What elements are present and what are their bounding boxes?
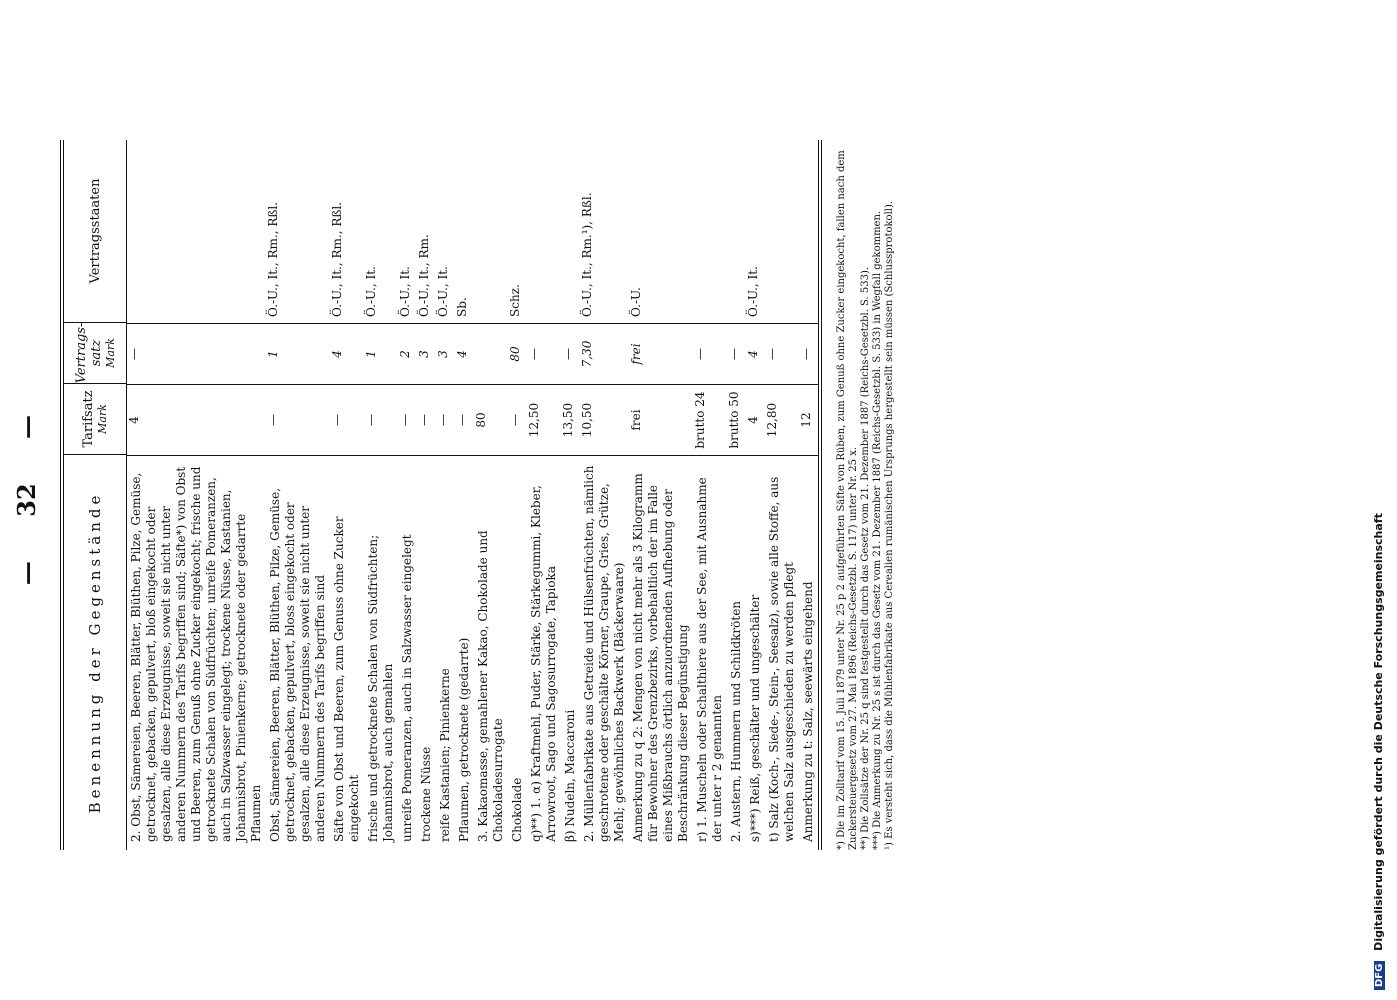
- dfg-logo: DFG: [1374, 961, 1385, 990]
- row-states: Ö.-U., It., Rm.: [417, 234, 431, 317]
- table-row: [398, 140, 417, 850]
- row-states: Ö.-U., It., Rm.¹), Rßl.: [580, 192, 594, 317]
- row-goods: 2. Austern, Hummern und Schildkröten: [727, 455, 746, 850]
- row-contract: 3: [436, 323, 455, 384]
- row-states: [561, 140, 580, 323]
- row-contract: 4: [330, 323, 364, 384]
- table-row: [127, 140, 266, 850]
- row-tariff: brutto 24: [693, 384, 727, 455]
- row-states: Sb.: [455, 297, 469, 317]
- row-goods: 3. Kakaomasse, gemahlener Kakao, Chokolade und Chokoladesurrogate: [474, 455, 508, 850]
- row-tariff: 4: [746, 384, 765, 455]
- row-tariff: —: [398, 384, 417, 455]
- header-states: Vertragsstaaten: [87, 178, 103, 284]
- row-tariff: frei: [629, 384, 693, 455]
- row-tariff: —: [436, 384, 455, 455]
- table-row: [693, 140, 727, 850]
- row-contract: —: [765, 323, 799, 384]
- row-states: [474, 140, 508, 323]
- row-goods: frische und getrocknete Schalen von Südfrüchten; Johannisbrot, auch gemahlen: [364, 455, 398, 850]
- row-tariff: 80: [474, 384, 508, 455]
- table-row: [561, 140, 580, 850]
- footnote: *) Die im Zolltarif vom 15. Juli 1879 unter Nr. 25 p 2 aufgeführten Säfte von Rüben, zum Genuß ohne Zucker eingekocht, fallen nach dem Zuckersteuergesetz vom 27. Mai 1896 (Reichs-Gesetzbl. S. 117) unter Nr. 25 x.: [836, 150, 859, 850]
- row-goods: 2. Obst, Sämereien, Beeren, Blätter, Blüthen, Pilze, Gemüse, getrocknet, gebacken, gepulvert, bloß eingekocht oder gesalzen, alle diese Erzeugnisse, soweit sie nicht unter anderen Nummern des Tarifs begriffen sind; Säfte*) von Obst und Beeren, zum Genuß ohne Zucker eingekocht; frische und getrocknete Schalen von Südfrüchten; unreife Pomeranzen, auch in Salzwasser eingelegt; trockene Nüsse, Kastanien, Johannisbrot, Pinienkerne; getrocknete oder gedarrte Pflaumen: [127, 455, 266, 850]
- table-row: [765, 140, 799, 850]
- row-contract: —: [561, 323, 580, 384]
- row-tariff: 12,80: [765, 384, 799, 455]
- footnote: **) Die Zollsätze der Nr. 25 q sind festgestellt durch das Gesetz vom 21. Dezember 1887 (Reichs-Gesetzbl. S. 533).: [860, 266, 871, 850]
- row-states: Ö.-U., It.: [398, 266, 412, 317]
- row-tariff: brutto 50: [727, 384, 746, 455]
- row-contract: 4: [455, 323, 474, 384]
- row-goods: trockene Nüsse: [417, 455, 436, 850]
- row-contract: frei: [629, 323, 693, 384]
- row-goods: Anmerkung zu q 2: Mengen von nicht mehr als 3 Kilogramm für Bewohner des Grenzbezirks, vorbehaltlich der im Falle eines Mißbrauchs örtlich anzuordnenden Aufhebung oder Beschränkung dieser Begünstigung: [629, 455, 693, 850]
- row-states: [765, 140, 799, 323]
- row-states: [799, 140, 818, 323]
- footnote: ***) Die Anmerkung zu Nr. 25 s ist durch das Gesetz vom 21. Dezember 1887 (Reichs-Gesetzbl. S. 533) in Wegfall gekommen.: [872, 210, 883, 850]
- row-states: Ö.-U., It.: [436, 266, 450, 317]
- table-row: [799, 140, 818, 850]
- row-states: Ö.-U., It., Rm., Rßl.: [266, 201, 280, 317]
- row-goods: Obst, Sämereien, Beeren, Blätter, Blüthen, Pilze, Gemüse, getrocknet, gebacken, gepulvert, bloss eingekocht oder gesalzen, alle diese Erzeugnisse, soweit sie nicht unter anderen Nummern des Tarifs begriffen sind: [266, 455, 330, 850]
- row-states: [127, 140, 266, 323]
- table-row: [629, 140, 693, 850]
- footnotes: [836, 140, 896, 850]
- row-tariff: 13,50: [561, 384, 580, 455]
- row-tariff: —: [364, 384, 398, 455]
- row-contract: 2: [398, 323, 417, 384]
- row-goods: q)**) 1. α) Kraftmehl, Puder, Stärke, Stärkegummi, Kleber, Arrowroot, Sago und Sagosurrogate, Tapioka: [527, 455, 561, 850]
- header-tariff: Tarifsatz Mark: [64, 383, 126, 454]
- row-goods: Chokolade: [508, 455, 527, 850]
- row-goods: s)***) Reiß, geschälter und ungeschälter: [746, 455, 765, 850]
- row-contract: 80: [508, 323, 527, 384]
- row-states: Ö.-U., It.: [364, 266, 378, 317]
- row-goods: unreife Pomeranzen, auch in Salzwasser eingelegt: [398, 455, 417, 850]
- row-contract: —: [527, 323, 561, 384]
- table-row: [455, 140, 474, 850]
- table-row: [436, 140, 455, 850]
- row-contract: 4: [746, 323, 765, 384]
- table-row: [364, 140, 398, 850]
- table-row: [508, 140, 527, 850]
- table-row: [330, 140, 364, 850]
- row-states: Schz.: [508, 284, 522, 317]
- row-states: [727, 140, 746, 323]
- row-contract: —: [727, 323, 746, 384]
- row-tariff: 4: [127, 384, 266, 455]
- row-goods: r) 1. Muscheln oder Schalthiere aus der See, mit Ausnahme der unter r 2 genannten: [693, 455, 727, 850]
- table-row: [417, 140, 436, 850]
- row-goods: Säfte von Obst und Beeren, zum Genuss ohne Zucker eingekocht: [330, 455, 364, 850]
- row-tariff: —: [266, 384, 330, 455]
- table-row: [580, 140, 629, 850]
- table-row: [474, 140, 508, 850]
- table-row: [746, 140, 765, 850]
- row-tariff: —: [455, 384, 474, 455]
- row-states: Ö.-U., It., Rm., Rßl.: [330, 201, 344, 317]
- row-contract: —: [693, 323, 727, 384]
- table-body: [127, 140, 818, 850]
- row-goods: reife Kastanien; Pinienkerne: [436, 455, 455, 850]
- row-contract: 3: [417, 323, 436, 384]
- row-goods: Pflaumen, getrocknete (gedarrte): [455, 455, 474, 850]
- page-number: — 32 —: [12, 414, 41, 586]
- row-contract: [474, 323, 508, 384]
- row-tariff: —: [508, 384, 527, 455]
- row-tariff: 12,50: [527, 384, 561, 455]
- row-contract: 1: [266, 323, 330, 384]
- row-states: Ö.-U., It.: [746, 266, 760, 317]
- row-contract: —: [799, 323, 818, 384]
- row-states: [693, 140, 727, 323]
- row-tariff: 10,50: [580, 384, 629, 455]
- row-goods: t) Salz (Koch-, Siede-, Stein-, Seesalz), sowie alle Stoffe, aus welchen Salz ausgeschieden zu werden pflegt: [765, 455, 799, 850]
- row-contract: —: [127, 323, 266, 384]
- row-goods: β) Nudeln, Maccaroni: [561, 455, 580, 850]
- row-goods: 2. Müllenfabrikate aus Getreide und Hülsenfrüchten, nämlich geschrotene oder geschälte Körner, Graupe, Gries, Grütze, Mehl; gewöhnliches Backwerk (Bäckerwaare): [580, 455, 629, 850]
- row-states: Ö.-U.: [629, 287, 643, 317]
- table-header: [64, 140, 127, 850]
- row-tariff: —: [330, 384, 364, 455]
- digitization-note: DFG Digitalisierung gefördert durch die Deutsche Forschungsgemeinschaft: [1372, 10, 1385, 990]
- row-contract: 1: [364, 323, 398, 384]
- row-tariff: 12: [799, 384, 818, 455]
- table-row: [266, 140, 330, 850]
- table-row: [727, 140, 746, 850]
- tariff-table: [60, 140, 822, 850]
- header-contract: Vertrags-satz Mark: [64, 322, 126, 383]
- row-tariff: —: [417, 384, 436, 455]
- header-goods: Benennung der Gegenstände: [64, 454, 126, 850]
- row-contract: 7,30: [580, 323, 629, 384]
- row-states: [527, 140, 561, 323]
- table-row: [527, 140, 561, 850]
- row-goods: Anmerkung zu t: Salz, seewärts eingehend: [799, 455, 818, 850]
- footnote: ¹) Es versteht sich, dass die Mühlenfabrikate aus Cerealien rumänischen Ursprungs hergestellt sein müssen (Schlussprotokoll).: [884, 200, 895, 850]
